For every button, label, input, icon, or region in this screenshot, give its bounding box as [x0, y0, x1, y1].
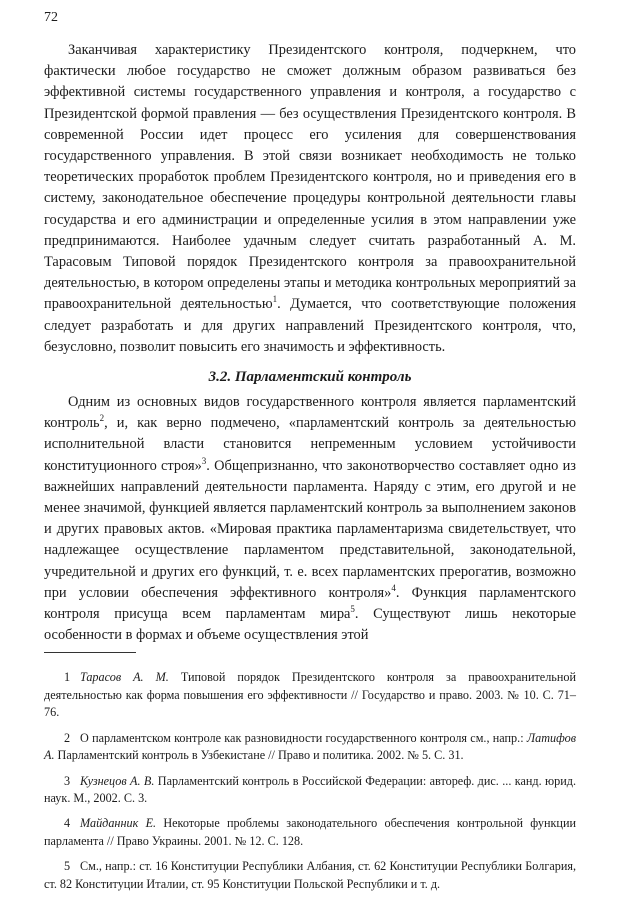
footnote-author: Тарасов А. М.	[80, 670, 169, 685]
footnote-ref-4: 4	[391, 583, 396, 594]
footnote-3	[44, 773, 576, 808]
footnote-number: 4	[64, 816, 71, 831]
section-text-5: . Существуют лишь некоторые особенности в формах и объеме осуществления этой	[44, 606, 576, 644]
footnote-author: Майданник Е.	[80, 816, 157, 831]
footnote-author: Кузнецов А. В.	[80, 773, 155, 788]
footnotes	[44, 669, 576, 892]
intro-text-end: . Думается, что соответствующие положения следует разработать и для других направлений Президентского контроля, что, безусловно, позволит повысить его значимость и эффективность.	[44, 296, 576, 355]
footnote-text: Некоторые проблемы законодательного обеспечения контрольной функции парламента // Право Украины. 2001. № 12. С. 128.	[44, 816, 576, 848]
footnote-5	[44, 858, 576, 893]
footnote-number: 5	[64, 859, 71, 874]
intro-paragraph	[44, 40, 576, 358]
footnote-text-2: Парламентский контроль в Узбекистане // Право и политика. 2002. № 5. С. 31.	[54, 748, 464, 763]
page-content	[44, 40, 576, 901]
footnote-text: См., напр.: ст. 16 Конституции Республики Албания, ст. 62 Конституции Республики Болгария, ст. 82 Конституции Италии, ст. 95 Конституции Польской Республики и т. д.	[44, 859, 576, 891]
footnote-text: Парламентский контроль в Российской Федерации: автореф. дис. ... канд. юрид. наук. М., 2002. С. 3.	[44, 773, 576, 805]
section-text-2: , и, как верно подмечено, «парламентский контроль за деятельностью исполнительной власти становится непременным условием устойчивости конституционного строя»	[44, 415, 576, 474]
page-number: 72	[44, 10, 58, 25]
footnote-ref-1: 1	[272, 294, 278, 305]
footnote-number: 2	[64, 730, 71, 745]
section-paragraph	[44, 392, 576, 646]
footnote-2	[44, 730, 576, 765]
footnote-divider	[44, 652, 136, 653]
section-text-4: . Функция парламентского контроля присуща всем парламентам мира	[44, 584, 576, 623]
footnote-1	[44, 669, 576, 721]
footnote-text: О парламентском контроле как разновидности государственного контроля см., напр.:	[80, 730, 527, 745]
footnote-author: Латифов А.	[44, 730, 576, 763]
footnote-number: 1	[64, 670, 71, 685]
section-text-1: Одним из основных видов государственного контроля является парламентский контроль	[44, 394, 576, 432]
section-heading: 3.2. Парламентский контроль	[208, 369, 412, 386]
section-text-3: . Общепризнанно, что законотворчество составляет одно из важнейших направлений деятельности парламента. Наряду с этим, его другой и не менее значимой, функцией является парламентский контроль за выполнением законов и других правовых актов. «Мировая практика парламентаризма свидетельствует, что надлежащее осуществление парламентом представительной, законодательной, учредительной и других его функций, т. е. всех парламентских прерогатив, возможно при условии обеспечения эффективного контроля»	[44, 457, 576, 601]
footnote-number: 3	[64, 773, 71, 788]
footnote-ref-5: 5	[350, 604, 355, 615]
footnote-4	[44, 815, 576, 850]
footnote-ref-3: 3	[201, 455, 207, 466]
footnote-text: Типовой порядок Президентского контроля за правоохранительной деятельностью как форма повышения его эффективности // Государство и право. 2003. № 10. С. 71–76.	[44, 670, 576, 720]
intro-text: Заканчивая характеристику Президентского контроля, подчеркнем, что фактически любое государство не сможет должным образом развиваться без эффективной системы государственного управления и контроля, а государство с Президентской формой правления — без осуществления Президентского контроля. В современной России идет процесс его усиления для совершенствования государственного управления. В этой связи возникает необходимость не только теоретических проработок проблем Президентского контроля, но и приведения его в систему, законодательное обеспечение процедуры контрольной деятельности главы государства и его администрации и определенные усилия в этом направлении уже предпринимаются. Наиболее удачным следует считать разработанный А. М. Тарасовым Типовой порядок Президентского контроля за правоохранительной деятельностью, в котором определены этапы и методика контрольных мероприятий за правоохранительной деятельностью	[44, 42, 576, 313]
footnote-ref-2: 2	[99, 413, 105, 424]
